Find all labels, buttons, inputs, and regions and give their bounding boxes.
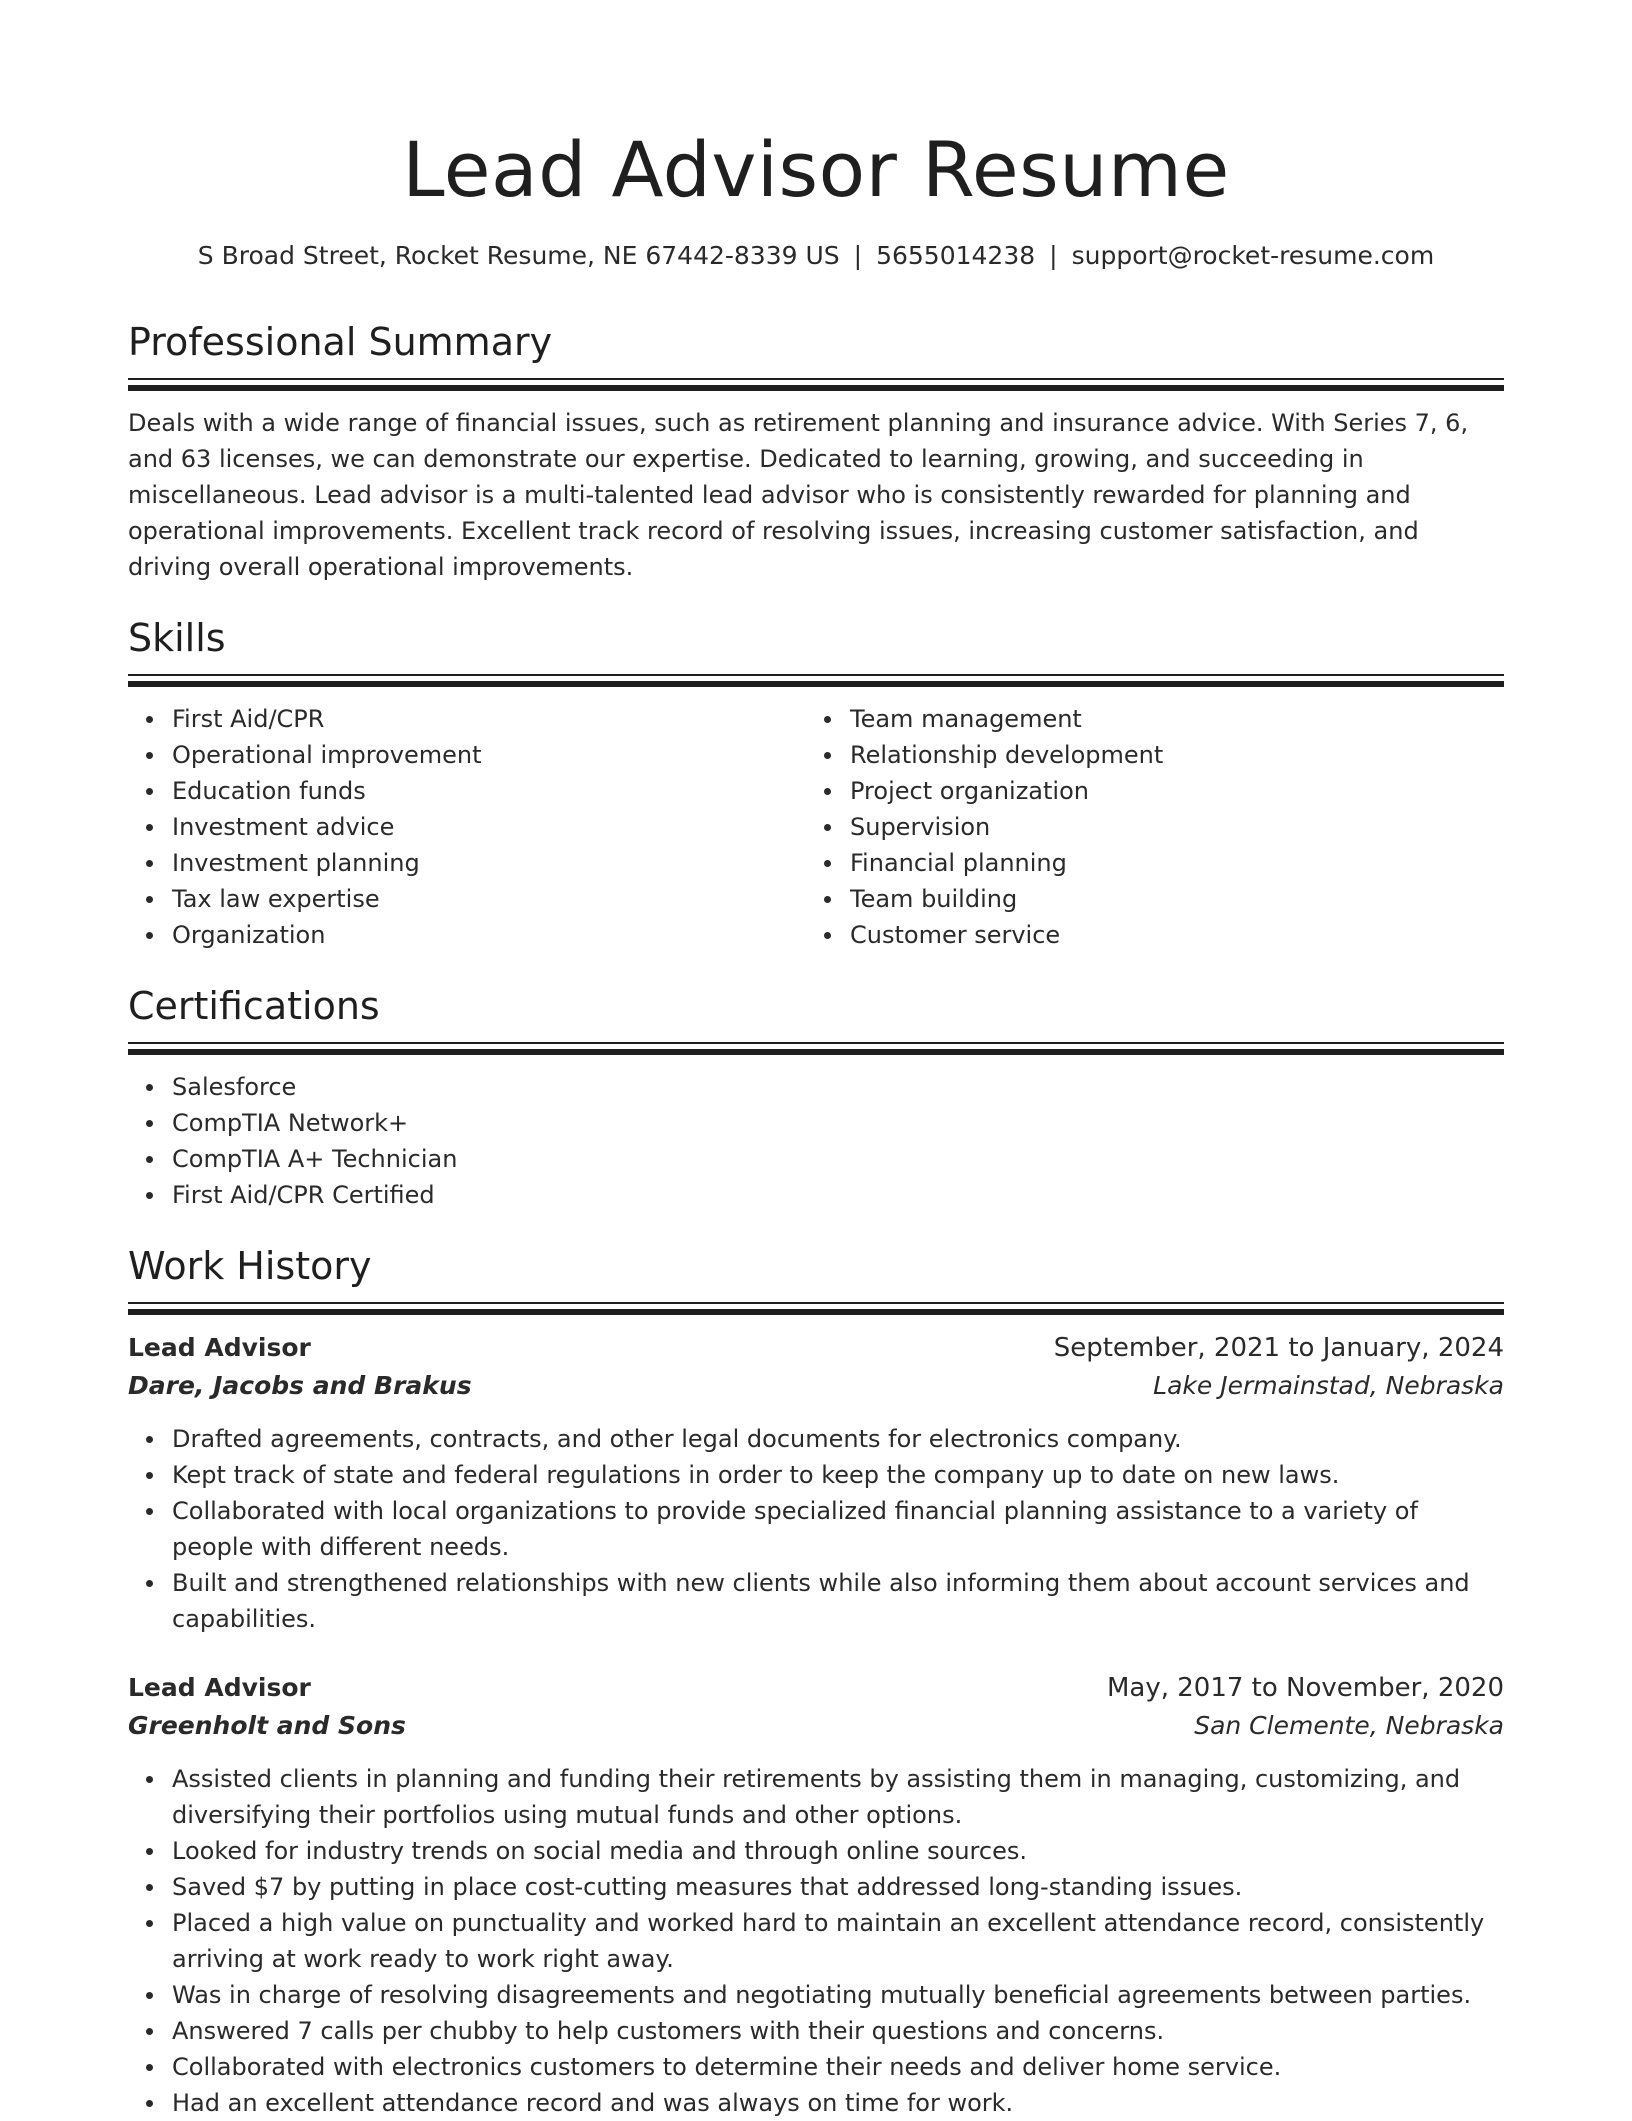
section-rule — [128, 378, 1504, 380]
contact-separator: | — [853, 241, 863, 270]
contact-email: support@rocket-resume.com — [1071, 241, 1435, 270]
skill-item: Supervision — [850, 809, 1484, 845]
skill-item: Team management — [850, 701, 1484, 737]
job-bullet: Built and strengthened relationships with new clients while also informing them about account services and capabilities. — [172, 1565, 1504, 1637]
contact-line — [128, 236, 1504, 276]
certification-item: CompTIA Network+ — [172, 1105, 1504, 1141]
job-bullet: Answered 7 calls per chubby to help customers with their questions and concerns. — [172, 2013, 1504, 2049]
contact-separator: | — [1049, 241, 1058, 270]
section-rule — [128, 674, 1504, 676]
job-location: San Clemente, Nebraska — [1194, 1711, 1504, 1740]
job-header — [128, 1669, 1504, 1745]
job-bullet: Saved $7 by putting in place cost-cutting measures that addressed long-standing issues. — [172, 1869, 1504, 1905]
job-company: Greenholt and Sons — [128, 1711, 406, 1740]
section-heading: Professional Summary — [128, 320, 553, 364]
job-header — [128, 1329, 1504, 1405]
job-bullet: Collaborated with electronics customers to determine their needs and deliver home service. — [172, 2049, 1504, 2085]
skills-section — [128, 612, 1504, 953]
job-bullets — [128, 1761, 1504, 2121]
job-dates: September, 2021 to January, 2024 — [1053, 1333, 1504, 1363]
section-rule-thick — [128, 1309, 1504, 1315]
contact-phone: 5655014238 — [876, 241, 1036, 270]
summary-text: Deals with a wide range of financial issues, such as retirement planning and insurance advice. With Series 7, 6, and 63 licenses, we can demonstrate our expertise. Dedicated to learning, growing, and succeeding in miscellaneous. Lead advisor is a multi-talented lead advisor who is consistently rewarded for planning and operational improvements. Excellent track record of resolving issues, increasing customer satisfaction, and driving overall operational improvements. — [128, 409, 1469, 581]
job-bullet: Collaborated with local organizations to provide specialized financial planning assistance to a variety of people with different needs. — [172, 1493, 1504, 1565]
skill-item: Education funds — [172, 773, 806, 809]
skill-item: Project organization — [850, 773, 1484, 809]
certification-item: Salesforce — [172, 1069, 1504, 1105]
skill-item: First Aid/CPR — [172, 701, 806, 737]
skill-item: Investment advice — [172, 809, 806, 845]
skill-item: Relationship development — [850, 737, 1484, 773]
section-rule — [128, 1302, 1504, 1304]
job-bullet: Looked for industry trends on social media and through online sources. — [172, 1833, 1504, 1869]
job-company: Dare, Jacobs and Brakus — [128, 1371, 472, 1400]
section-rule — [128, 1042, 1504, 1044]
skills-list-right — [806, 701, 1484, 953]
section-rule-thick — [128, 385, 1504, 391]
skills-list-left — [128, 701, 806, 953]
skill-item: Financial planning — [850, 845, 1484, 881]
certifications-section — [128, 980, 1504, 1213]
section-rule-thick — [128, 681, 1504, 687]
job-bullets — [128, 1421, 1504, 1637]
skill-item: Customer service — [850, 917, 1484, 953]
work-history-section — [128, 1240, 1504, 2121]
job-location: Lake Jermainstad, Nebraska — [1153, 1371, 1504, 1400]
certification-item: First Aid/CPR Certified — [172, 1177, 1504, 1213]
job-bullet: Had an excellent attendance record and was always on time for work. — [172, 2085, 1504, 2121]
job-entry — [128, 1329, 1504, 1637]
skill-item: Team building — [850, 881, 1484, 917]
job-bullet: Kept track of state and federal regulations in order to keep the company up to date on new laws. — [172, 1457, 1504, 1493]
skills-columns — [128, 701, 1504, 953]
section-rule-thick — [128, 1049, 1504, 1055]
summary-section — [128, 316, 1504, 585]
contact-address: S Broad Street, Rocket Resume, NE 67442-8339 US — [197, 241, 840, 270]
job-entry — [128, 1669, 1504, 2121]
certification-item: CompTIA A+ Technician — [172, 1141, 1504, 1177]
skill-item: Tax law expertise — [172, 881, 806, 917]
skill-item: Organization — [172, 917, 806, 953]
job-bullet: Assisted clients in planning and funding their retirements by assisting them in managing, customizing, and diversifying their portfolios using mutual funds and other options. — [172, 1761, 1504, 1833]
skill-item: Investment planning — [172, 845, 806, 881]
section-heading: Work History — [128, 1244, 372, 1288]
resume-title: Lead Advisor Resume — [402, 125, 1230, 214]
job-bullet: Was in charge of resolving disagreements and negotiating mutually beneficial agreements between parties. — [172, 1977, 1504, 2013]
job-dates: May, 2017 to November, 2020 — [1106, 1673, 1504, 1703]
job-bullet: Placed a high value on punctuality and worked hard to maintain an excellent attendance record, consistently arriving at work ready to work right away. — [172, 1905, 1504, 1977]
section-heading: Certifications — [128, 984, 380, 1028]
section-heading: Skills — [128, 616, 226, 660]
job-title: Lead Advisor — [128, 1333, 311, 1362]
certifications-list — [128, 1069, 1504, 1213]
job-bullet: Drafted agreements, contracts, and other legal documents for electronics company. — [172, 1421, 1504, 1457]
job-title: Lead Advisor — [128, 1673, 311, 1702]
skill-item: Operational improvement — [172, 737, 806, 773]
